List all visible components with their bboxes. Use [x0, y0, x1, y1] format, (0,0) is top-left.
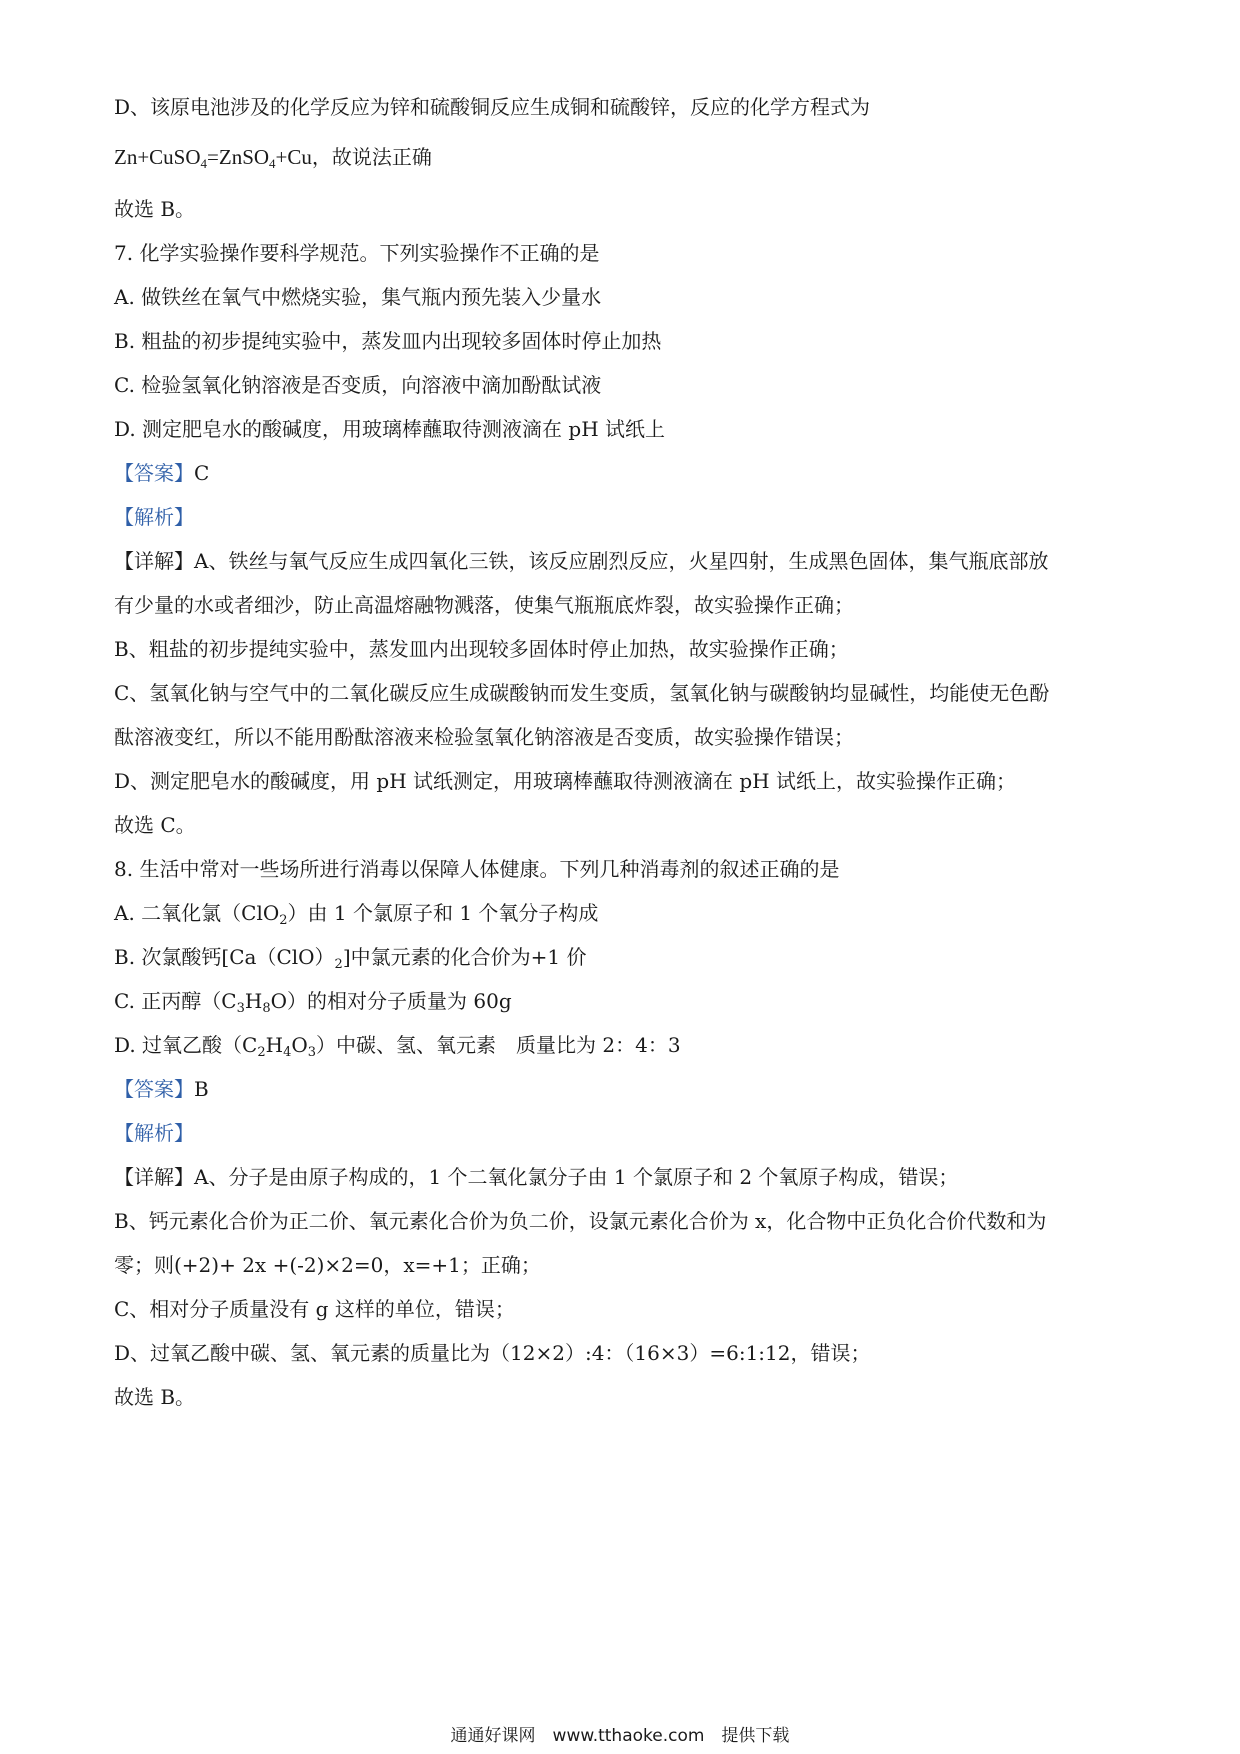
- question-7-option-d: D. 测定肥皂水的酸碱度，用玻璃棒蘸取待测液滴在 pH 试纸上: [114, 417, 665, 441]
- option-text: C. 正丙醇（C: [114, 989, 237, 1013]
- answer-value: C: [194, 461, 210, 485]
- detail-8-conclusion: 故选 B。: [114, 1385, 196, 1409]
- question-8-option-b: [114, 942, 1130, 972]
- detail-7-c-line1: C、氢氧化钠与空气中的二氧化碳反应生成碳酸钠而发生变质，氢氧化钠与碳酸钠均显碱性，均能使无色酚: [114, 681, 1050, 705]
- detail-8-b-line2: 零；则(+2)+ 2x +(-2)×2=0，x=+1；正确；: [114, 1253, 541, 1277]
- equation-part: +Cu: [275, 145, 312, 169]
- subscript: 3: [307, 1045, 317, 1060]
- page-footer: 通通好课网 www.tthaoke.com 提供下载: [450, 1726, 790, 1746]
- answer-8: [114, 1074, 1130, 1104]
- detail-7-conclusion: 故选 C。: [114, 813, 196, 837]
- answer-value: B: [194, 1077, 209, 1101]
- detail-8-c: C、相对分子质量没有 g 这样的单位，错误；: [114, 1297, 515, 1321]
- option-text: O: [291, 1033, 308, 1057]
- option-text: ）中碳、氢、氧元素 质量比为 2：4：3: [316, 1033, 681, 1057]
- option-text: ]中氯元素的化合价为+1 价: [342, 945, 587, 969]
- paragraph-d-explanation: D、该原电池涉及的化学反应为锌和硫酸铜反应生成铜和硫酸锌，反应的化学方程式为: [114, 95, 871, 119]
- detail-8-b-line1: B、钙元素化合价为正二价、氧元素化合价为负二价，设氯元素化合价为 x，化合物中正负化合价代数和为: [114, 1209, 1047, 1233]
- detail-7-a-line1: 【详解】A、铁丝与氧气反应生成四氧化三铁，该反应剧烈反应，火星四射，生成黑色固体，集气瓶底部放: [114, 549, 1049, 573]
- answer-tag: 【答案】: [114, 461, 194, 485]
- question-7-option-a: A. 做铁丝在氧气中燃烧实验，集气瓶内预先装入少量水: [114, 285, 602, 309]
- analysis-tag-7: 【解析】: [114, 505, 194, 529]
- option-text: H: [244, 989, 263, 1013]
- subscript: 4: [283, 1045, 292, 1060]
- subscript: 2: [257, 1045, 266, 1060]
- option-text: B. 次氯酸钙[Ca（ClO）: [114, 945, 335, 969]
- subscript: 2: [334, 957, 343, 972]
- question-8-option-d: [114, 1030, 1130, 1060]
- chemical-equation: [114, 142, 1130, 172]
- option-text: D. 过氧乙酸（C: [114, 1033, 258, 1057]
- detail-7-a-line2: 有少量的水或者细沙，防止高温熔融物溅落，使集气瓶瓶底炸裂，故实验操作正确；: [114, 593, 854, 617]
- answer-tag: 【答案】: [114, 1077, 194, 1101]
- question-8-option-c: [114, 986, 1130, 1016]
- question-8-option-a: [114, 898, 1130, 928]
- detail-7-c-line2: 酞溶液变红，所以不能用酚酞溶液来检验氢氧化钠溶液是否变质，故实验操作错误；: [114, 725, 854, 749]
- subscript: 8: [262, 1001, 271, 1016]
- subscript: 4: [269, 156, 276, 171]
- option-text: ）由 1 个氯原子和 1 个氧分子构成: [287, 901, 599, 925]
- subscript: 3: [236, 1001, 245, 1016]
- subscript: 4: [200, 156, 208, 171]
- choice-conclusion: 故选 B。: [114, 197, 196, 221]
- option-text: A. 二氧化氯（ClO: [114, 901, 280, 925]
- question-8: 8. 生活中常对一些场所进行消毒以保障人体健康。下列几种消毒剂的叙述正确的是: [114, 857, 840, 881]
- option-text: H: [265, 1033, 284, 1057]
- detail-8-a: 【详解】A、分子是由原子构成的，1 个二氧化氯分子由 1 个氯原子和 2 个氧原子构成，错误；: [114, 1165, 959, 1189]
- analysis-tag-8: 【解析】: [114, 1121, 194, 1145]
- answer-7: [114, 458, 1130, 488]
- equation-part: =ZnSO: [207, 145, 270, 169]
- question-7-option-c: C. 检验氢氧化钠溶液是否变质，向溶液中滴加酚酞试液: [114, 373, 602, 397]
- detail-7-d: D、测定肥皂水的酸碱度，用 pH 试纸测定，用玻璃棒蘸取待测液滴在 pH 试纸上，故实验操作正确；: [114, 769, 1016, 793]
- equation-tail: ，故说法正确: [311, 145, 432, 169]
- subscript: 2: [279, 913, 288, 928]
- equation-part: Zn+CuSO: [114, 145, 201, 169]
- option-text: O）的相对分子质量为 60g: [270, 989, 512, 1013]
- detail-7-b: B、粗盐的初步提纯实验中，蒸发皿内出现较多固体时停止加热，故实验操作正确；: [114, 637, 849, 661]
- detail-8-d: D、过氧乙酸中碳、氢、氧元素的质量比为（12×2）:4：（16×3）=6:1:12，错误；: [114, 1341, 871, 1365]
- question-7: 7. 化学实验操作要科学规范。下列实验操作不正确的是: [114, 241, 600, 265]
- question-7-option-b: B. 粗盐的初步提纯实验中，蒸发皿内出现较多固体时停止加热: [114, 329, 662, 353]
